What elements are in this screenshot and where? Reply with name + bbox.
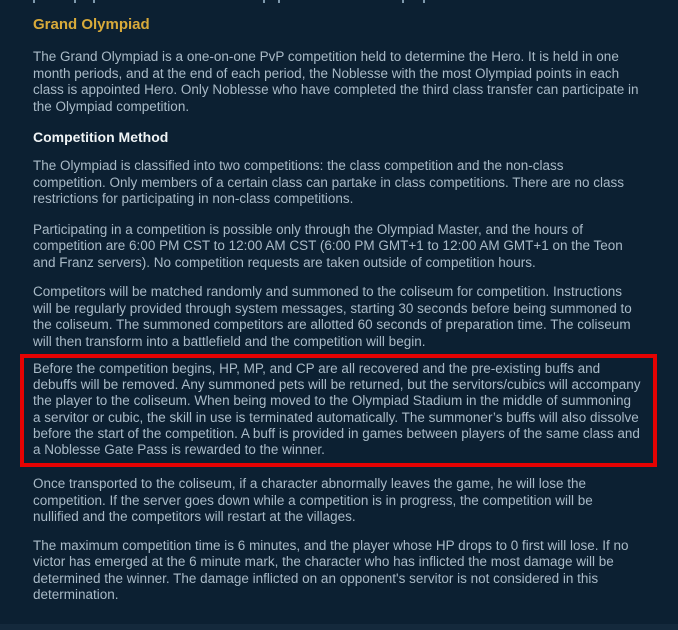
page-title: Grand Olympiad [33, 16, 150, 33]
paragraph-competition-types: The Olympiad is classified into two competitions: the class competition and the non-class competition. Only members of a certain class can partake in class competitions. There are no class restrictions for participating in non-class competitions. [33, 158, 625, 206]
section-heading: Competition Method [33, 129, 169, 145]
article-content [0, 16, 678, 604]
highlight-annotation-box [20, 354, 657, 467]
paragraph-highlighted-buffs: Before the competition begins, HP, MP, and CP are all recovered and the pre-existing buffs and debuffs will be removed. Any summoned pets will be returned, but the servitors/cubics will accompany the player to the coliseum. When being moved to the Olympiad Stadium in the middle of summoning a servitor or cubic, the skill in use is terminated automatically. The summoner’s buffs will also dissolve before the start of the competition. A buff is provided in games between players of the same class and a Noblesse Gate Pass is rewarded to the winner. [33, 361, 641, 458]
intro-paragraph: The Grand Olympiad is a one-on-one PvP competition held to determine the Hero. It is held in one month periods, and at the end of each period, the Noblesse with the most Olympiad points in each class is appointed Hero. Only Noblesse who have completed the third class transfer can participate in the Olympiad competition. [33, 49, 639, 114]
paragraph-time-limit: The maximum competition time is 6 minutes, and the player whose HP drops to 0 first will lose. If no victor has emerged at the 6 minute mark, the character who has inflicted the most damage will be determined the winner. The damage inflicted on an opponent's servitor is not considered in this determination. [33, 537, 629, 603]
clipped-text-fragments [0, 0, 678, 3]
paragraph-competition-hours: Participating in a competition is possible only through the Olympiad Master, and the hours of competition are 6:00 PM CST to 12:00 AM CST (6:00 PM GMT+1 to 12:00 AM GMT+1 on the Teon and Franz servers). No competition requests are taken outside of competition hours. [33, 221, 623, 270]
paragraph-disconnect-rules: Once transported to the coliseum, if a character abnormally leaves the game, he will lose the competition. If the server goes down while a competition is in progress, the competition will be nullified and the competitors will restart at the villages. [33, 476, 593, 525]
bottom-edge-strip [0, 624, 678, 630]
paragraph-matching-summoning: Competitors will be matched randomly and summoned to the coliseum for competition. Instructions will be regularly provided through system messages, starting 30 seconds before being summoned to the coliseum. The summoned competitors are allotted 60 seconds of preparation time. The coliseum will then transform into a battlefield and the competition will begin. [33, 284, 632, 349]
